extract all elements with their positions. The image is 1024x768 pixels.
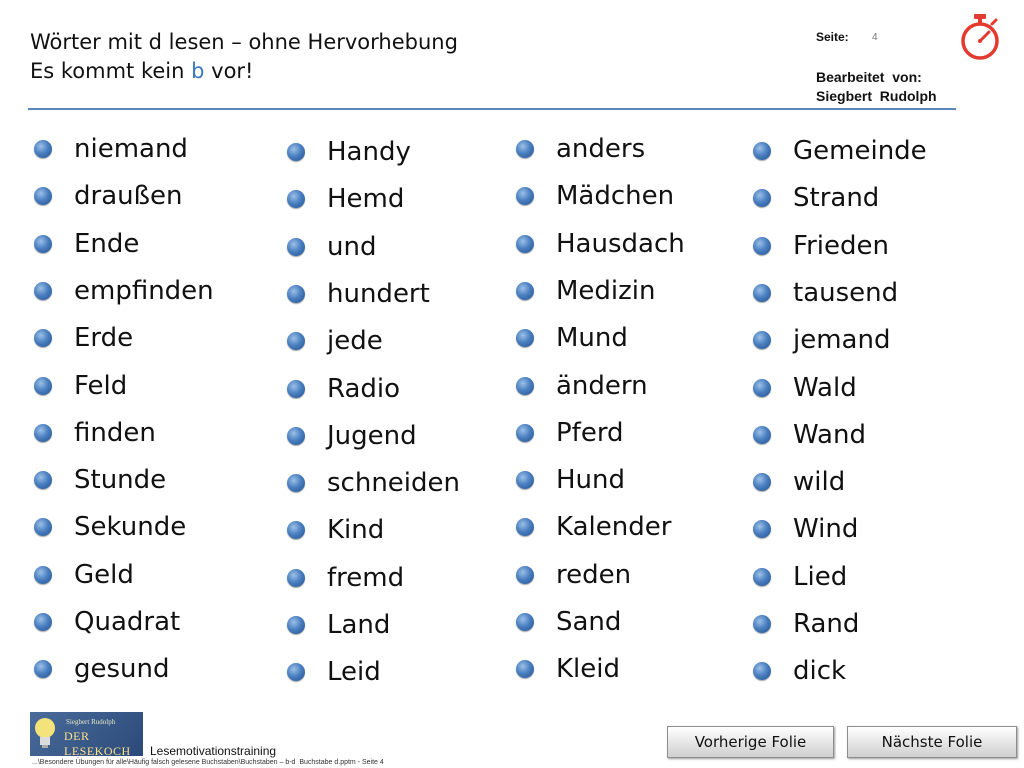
word-item <box>287 514 384 546</box>
word-text: Land <box>327 610 391 640</box>
word-text: jemand <box>793 325 891 356</box>
bullet-icon <box>516 377 534 395</box>
word-text: Radio <box>327 373 401 404</box>
word-item <box>287 325 383 357</box>
lesekoch-logo <box>30 712 143 756</box>
word-item <box>34 370 127 402</box>
bullet-icon <box>516 187 534 205</box>
word-item <box>753 277 898 309</box>
bullet-icon <box>287 474 305 492</box>
previous-slide-button[interactable]: Vorherige Folie <box>667 726 834 758</box>
word-item <box>287 656 381 688</box>
word-text: Hemd <box>327 184 405 215</box>
word-item <box>516 653 620 685</box>
word-item <box>34 606 180 638</box>
word-text: wild <box>793 467 846 498</box>
bullet-icon <box>287 569 305 587</box>
word-item <box>34 653 170 685</box>
word-item <box>753 655 846 687</box>
word-item <box>287 136 411 168</box>
word-item <box>34 559 134 591</box>
bullet-icon <box>34 187 52 205</box>
word-text: Mädchen <box>556 181 675 212</box>
word-item <box>34 322 133 354</box>
word-text: Sand <box>556 607 622 637</box>
word-text: Frieden <box>793 230 889 261</box>
word-item <box>753 513 858 545</box>
word-text: anders <box>556 134 646 164</box>
page-title <box>30 28 458 86</box>
title-line-2-pre: Es kommt kein <box>30 59 192 83</box>
word-text: Geld <box>74 559 134 590</box>
bullet-icon <box>287 427 305 445</box>
bullet-icon <box>516 140 534 158</box>
bullet-icon <box>516 613 534 631</box>
word-item <box>287 278 430 310</box>
word-text: Leid <box>327 657 381 688</box>
bullet-icon <box>516 329 534 347</box>
word-text: reden <box>556 559 632 590</box>
word-text: Lied <box>793 561 848 592</box>
word-text: gesund <box>74 654 170 685</box>
word-text: Strand <box>793 183 880 214</box>
bullet-icon <box>753 331 771 349</box>
word-text: Sekunde <box>74 512 187 543</box>
word-text: niemand <box>74 134 188 164</box>
word-text: Mund <box>556 323 628 354</box>
word-item <box>287 183 404 215</box>
word-item <box>287 373 400 405</box>
bullet-icon <box>516 471 534 489</box>
bullet-icon <box>34 282 52 300</box>
word-text: Medizin <box>556 275 656 306</box>
word-text: Kind <box>327 515 385 546</box>
bullet-icon <box>34 377 52 395</box>
word-text: tausend <box>793 277 899 308</box>
bullet-icon <box>287 332 305 350</box>
word-item <box>516 228 685 260</box>
title-line-2-post: vor! <box>204 59 254 83</box>
bullet-icon <box>753 189 771 207</box>
word-item <box>516 180 674 212</box>
word-item <box>516 417 624 449</box>
word-item <box>34 228 139 260</box>
word-text: Kalender <box>556 512 672 543</box>
bullet-icon <box>753 142 771 160</box>
word-text: finden <box>74 417 156 448</box>
title-line-1: Wörter mit d lesen – ohne Hervorhebung <box>30 30 458 54</box>
word-item <box>753 419 866 451</box>
file-path: ...\Besondere Übungen für alle\Häufig falsch gelesene Buchstaben\Buchstaben – b-d Buchstabe d.pptm - Seite 4 <box>32 759 384 766</box>
word-item <box>34 180 182 212</box>
word-item <box>287 467 460 499</box>
word-text: Wind <box>793 514 859 545</box>
bullet-icon <box>287 521 305 539</box>
bullet-icon <box>287 285 305 303</box>
word-item <box>516 559 631 591</box>
word-item <box>753 230 889 262</box>
word-text: draußen <box>74 181 183 212</box>
word-item <box>753 182 879 214</box>
word-item <box>753 135 927 167</box>
bullet-icon <box>34 613 52 631</box>
word-text: Quadrat <box>74 607 181 637</box>
word-text: Hausdach <box>556 228 685 259</box>
bullet-icon <box>34 471 52 489</box>
bullet-icon <box>753 284 771 302</box>
word-text: Wald <box>793 372 857 403</box>
bullet-icon <box>753 568 771 586</box>
bullet-icon <box>34 235 52 253</box>
page-number: 4 <box>872 32 878 43</box>
word-text: Gemeinde <box>793 136 927 166</box>
bullet-icon <box>287 663 305 681</box>
bullet-icon <box>753 520 771 538</box>
word-text: jede <box>327 326 383 357</box>
bullet-icon <box>753 237 771 255</box>
next-slide-button[interactable]: Nächste Folie <box>847 726 1017 758</box>
word-item <box>34 275 214 307</box>
word-text: Jugend <box>327 420 417 451</box>
bullet-icon <box>516 282 534 300</box>
word-item <box>34 417 156 449</box>
word-item <box>753 608 859 640</box>
word-text: schneiden <box>327 468 460 499</box>
bullet-icon <box>34 660 52 678</box>
logo-author: Siegbert Rudolph <box>66 718 116 726</box>
word-item <box>34 464 166 496</box>
bullet-icon <box>34 424 52 442</box>
stopwatch-icon[interactable] <box>956 12 1004 62</box>
word-item <box>287 609 390 641</box>
bullet-icon <box>753 615 771 633</box>
word-text: Wand <box>793 419 866 450</box>
bullet-icon <box>516 235 534 253</box>
title-highlight-letter: b <box>191 59 205 83</box>
bullet-icon <box>287 238 305 256</box>
bullet-icon <box>516 518 534 536</box>
word-text: hundert <box>327 278 430 309</box>
bullet-icon <box>34 329 52 347</box>
word-text: Erde <box>74 323 134 354</box>
word-item <box>34 133 188 165</box>
word-item <box>516 370 648 402</box>
bullet-icon <box>34 566 52 584</box>
word-text: Rand <box>793 609 860 639</box>
word-text: fremd <box>327 562 405 593</box>
word-text: Stunde <box>74 465 167 496</box>
word-text: ändern <box>556 370 648 401</box>
lightbulb-icon <box>34 716 56 750</box>
page-label: Seite: <box>816 30 849 44</box>
word-item <box>34 511 186 543</box>
bullet-icon <box>516 660 534 678</box>
bullet-icon <box>34 140 52 158</box>
header-divider <box>28 108 956 110</box>
bullet-icon <box>753 426 771 444</box>
word-text: Ende <box>74 228 140 259</box>
word-text: dick <box>793 656 847 687</box>
bullet-icon <box>753 473 771 491</box>
bullet-icon <box>287 143 305 161</box>
word-item <box>516 133 645 165</box>
word-item <box>287 562 404 594</box>
bullet-icon <box>516 566 534 584</box>
word-item <box>287 231 376 263</box>
editor-info <box>816 68 937 106</box>
word-text: und <box>327 231 377 262</box>
word-item <box>516 606 621 638</box>
word-item <box>516 511 671 543</box>
bullet-icon <box>287 190 305 208</box>
logo-brand: DER LESEKOCH <box>64 729 131 758</box>
word-item <box>516 464 625 496</box>
bullet-icon <box>753 662 771 680</box>
word-item <box>753 466 845 498</box>
word-item <box>753 324 890 356</box>
word-text: Feld <box>74 370 128 401</box>
word-item <box>516 275 656 307</box>
word-text: Pferd <box>556 417 624 448</box>
bullet-icon <box>287 616 305 634</box>
edited-by-name: Siegbert Rudolph <box>816 88 937 104</box>
word-text: empfinden <box>74 275 214 306</box>
edited-by-label: Bearbeitet von: <box>816 69 922 85</box>
bullet-icon <box>753 379 771 397</box>
bullet-icon <box>516 424 534 442</box>
bullet-icon <box>287 380 305 398</box>
word-text: Handy <box>327 137 411 167</box>
word-item <box>516 322 628 354</box>
word-item <box>287 420 417 452</box>
word-text: Hund <box>556 465 626 496</box>
word-item <box>753 561 847 593</box>
word-text: Kleid <box>556 654 620 685</box>
title-line-2 <box>30 57 458 86</box>
word-item <box>753 372 857 404</box>
program-name: Lesemotivationstraining <box>150 744 277 758</box>
bullet-icon <box>34 518 52 536</box>
